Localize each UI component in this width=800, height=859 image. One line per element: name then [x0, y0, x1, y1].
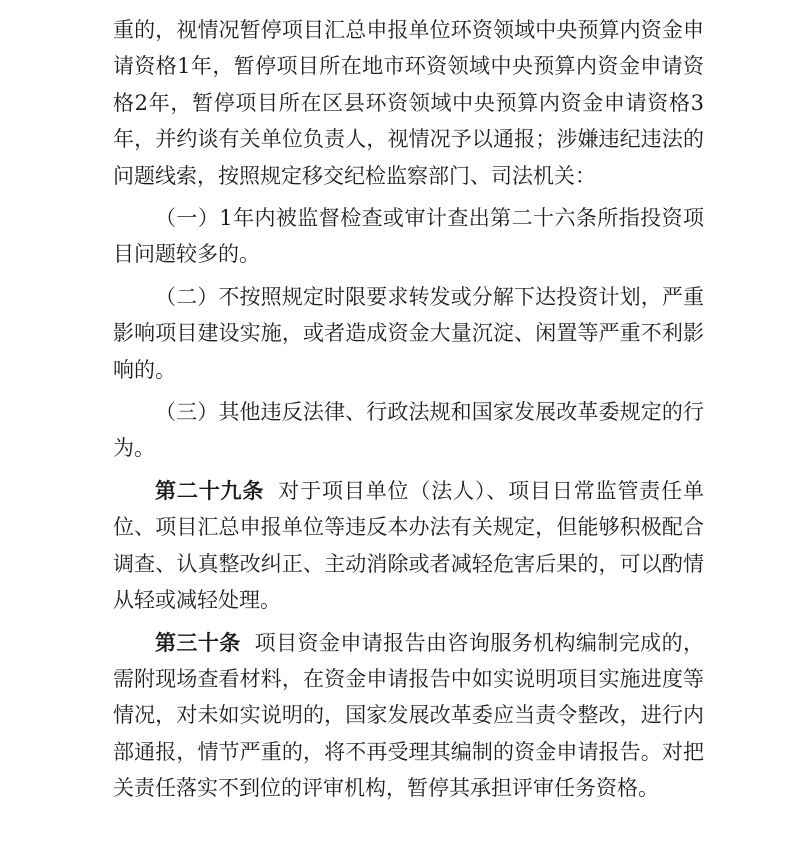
- article-text: 项目资金申请报告由咨询服务机构编制完成的，需附现场查看材料，在资金申请报告中如实说明项目实施进度等情况，对未如实说明的，国家发展改革委应当责令整改，进行内部通报，情节严重的，将不再受理其编制的资金申请报告。对把关责任落实不到位的评审机构，暂停其承担评审任务资格。: [113, 630, 705, 801]
- list-item-1: [113, 200, 704, 273]
- list-item-2: [113, 279, 704, 388]
- article-number: 第二十九条: [155, 478, 265, 503]
- list-item-text: （一）1年内被监督检查或审计查出第二十六条所指投资项目问题较多的。: [113, 206, 704, 267]
- paragraph-continued: [113, 12, 704, 194]
- list-item-text: （二）不按照规定时限要求转发或分解下达投资计划，严重影响项目建设实施，或者造成资金大量沉淀、闲置等严重不利影响的。: [113, 284, 704, 382]
- list-item-3: [113, 394, 704, 467]
- list-item-text: （三）其他违反法律、行政法规和国家发展改革委规定的行为。: [113, 400, 704, 461]
- article-text: 对于项目单位（法人）、项目日常监管责任单位、项目汇总申报单位等违反本办法有关规定，但能够积极配合调查、认真整改纠正、主动消除或者减轻危害后果的，可以酌情从轻或减轻处理。: [113, 478, 705, 613]
- article-29: [113, 473, 704, 619]
- article-30: [113, 625, 704, 807]
- article-number: 第三十条: [155, 630, 241, 655]
- paragraph-text: 重的，视情况暂停项目汇总申报单位环资领域中央预算内资金申请资格1年，暂停项目所在地市环资领域中央预算内资金申请资格2年，暂停项目所在区县环资领域中央预算内资金申请资格3年，并约谈有关单位负责人，视情况予以通报；涉嫌违纪违法的问题线索，按照规定移交纪检监察部门、司法机关：: [113, 18, 704, 188]
